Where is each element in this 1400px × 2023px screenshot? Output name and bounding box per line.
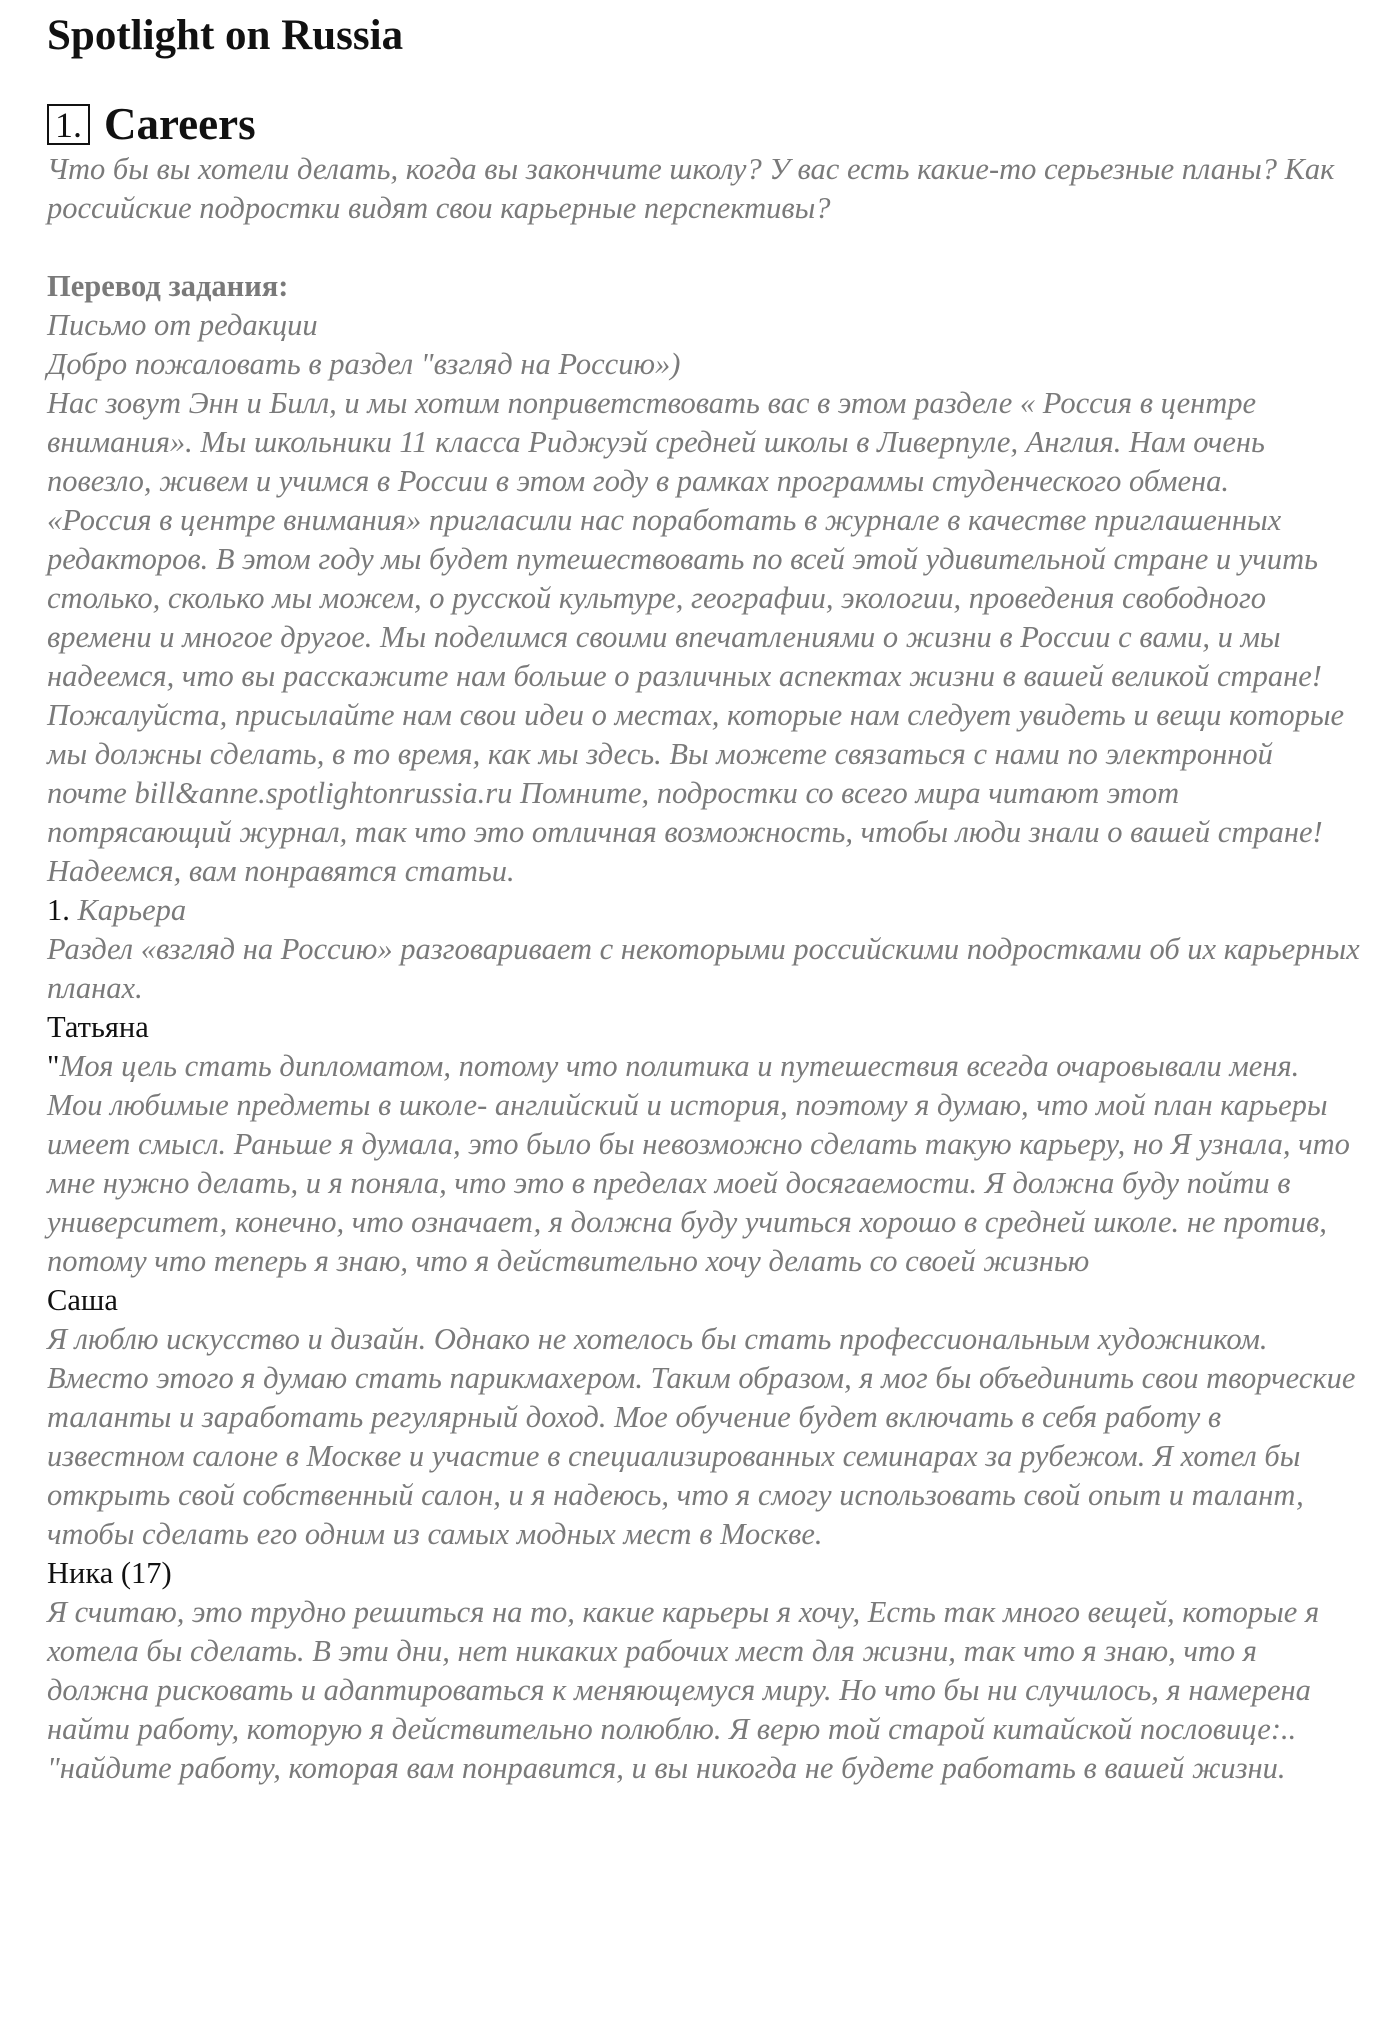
entry-name-tatyana: Татьяна	[47, 1010, 149, 1044]
quote-mark: "	[47, 1049, 60, 1083]
translation-label: Перевод задания:	[47, 269, 289, 303]
section-title: Careers	[104, 99, 256, 149]
entry-name-sasha: Саша	[47, 1283, 118, 1317]
letter-welcome: Добро пожаловать в раздел "взгляд на Россию»)	[47, 347, 681, 381]
page-title: Spotlight on Russia	[47, 12, 404, 59]
careers-heading	[47, 891, 1360, 930]
entry-text-sasha: Я люблю искусство и дизайн. Однако не хотелось бы стать профессиональным художником. Вместо этого я думаю стать парикмахером. Таким образом, я мог бы объединить свои творческие таланты и заработать регулярный доход. Мое обучение будет включать в себя работу в известном салоне в Москве и участие в специализированных семинарах за рубежом. Я хотел бы открыть свой собственный салон, и я надеюсь, что я смогу использовать свой опыт и талант, чтобы сделать его одним из самых модных мест в Москве.	[47, 1322, 1356, 1551]
letter-closing: Надеемся, вам понравятся статьи.	[47, 854, 515, 888]
section-intro: Что бы вы хотели делать, когда вы закончите школу? У вас есть какие-то серьезные планы? Как российские подростки видят свои карьерные перспективы?	[47, 152, 1335, 225]
careers-title: Карьера	[77, 893, 187, 927]
letter-paragraph-2: «Россия в центре внимания» пригласили нас поработать в журнале в качестве приглашенных редакторов. В этом году мы будет путешествовать по всей этой удивительной стране и учить столько, сколько мы можем, о русской культуре, географии, экологии, проведения свободного времени и многое другое. Мы поделимся своими впечатлениями о жизни в России с вами, и мы надеемся, что вы расскажите нам больше о различных аспектах жизни в вашей великой стране!	[47, 503, 1322, 693]
entry-name-nika: Ника (17)	[47, 1556, 172, 1590]
careers-intro: Раздел «взгляд на Россию» разговаривает с некоторыми российскими подростками об их карьерных планах.	[47, 932, 1360, 1005]
section-number-box: 1.	[47, 104, 90, 145]
careers-number: 1.	[47, 893, 70, 927]
entry-text-nika: Я считаю, это трудно решиться на то, какие карьеры я хочу, Есть так много вещей, которые я хотела бы сделать. В эти дни, нет никаких рабочих мест для жизни, так что я знаю, что я должна рисковать и адаптироваться к меняющемуся миру. Но что бы ни случилось, я намерена найти работу, которую я действительно полюблю. Я верю той старой китайской пословице:.. "найдите работу, которая вам понравится, и вы никогда не будете работать в вашей жизни.	[47, 1595, 1320, 1785]
letter-paragraph-1: Нас зовут Энн и Билл, и мы хотим поприветствовать вас в этом разделе « Россия в центре внимания». Мы школьники 11 класса Риджуэй средней школы в Ливерпуле, Англия. Нам очень повезло, живем и учимся в России в этом году в рамках программы студенческого обмена.	[47, 386, 1265, 498]
letter-paragraph-3: Пожалуйста, присылайте нам свои идеи о местах, которые нам следует увидеть и вещи которые мы должны сделать, в то время, как мы здесь. Вы можете связаться с нами по электронной почте bill&anne.spotlightonrussia.ru Помните, подростки со всего мира читают этот потрясающий журнал, так что это отличная возможность, чтобы люди знали о вашей стране!	[47, 698, 1345, 849]
letter-heading: Письмо от редакции	[47, 308, 318, 342]
entry-text-tatyana	[47, 1047, 1360, 1281]
section-heading	[47, 98, 1360, 150]
entry-body-tatyana: Моя цель стать дипломатом, потому что политика и путешествия всегда очаровывали меня. Мои любимые предметы в школе- английский и история, поэтому я думаю, что мой план карьеры имеет смысл. Раньше я думала, это было бы невозможно сделать такую карьеру, но Я узнала, что мне нужно делать, и я поняла, что это в пределах моей досягаемости. Я должна буду пойти в университет, конечно, что означает, я должна буду учиться хорошо в средней школе. не против, потому что теперь я знаю, что я действительно хочу делать со своей жизнью	[47, 1049, 1350, 1278]
